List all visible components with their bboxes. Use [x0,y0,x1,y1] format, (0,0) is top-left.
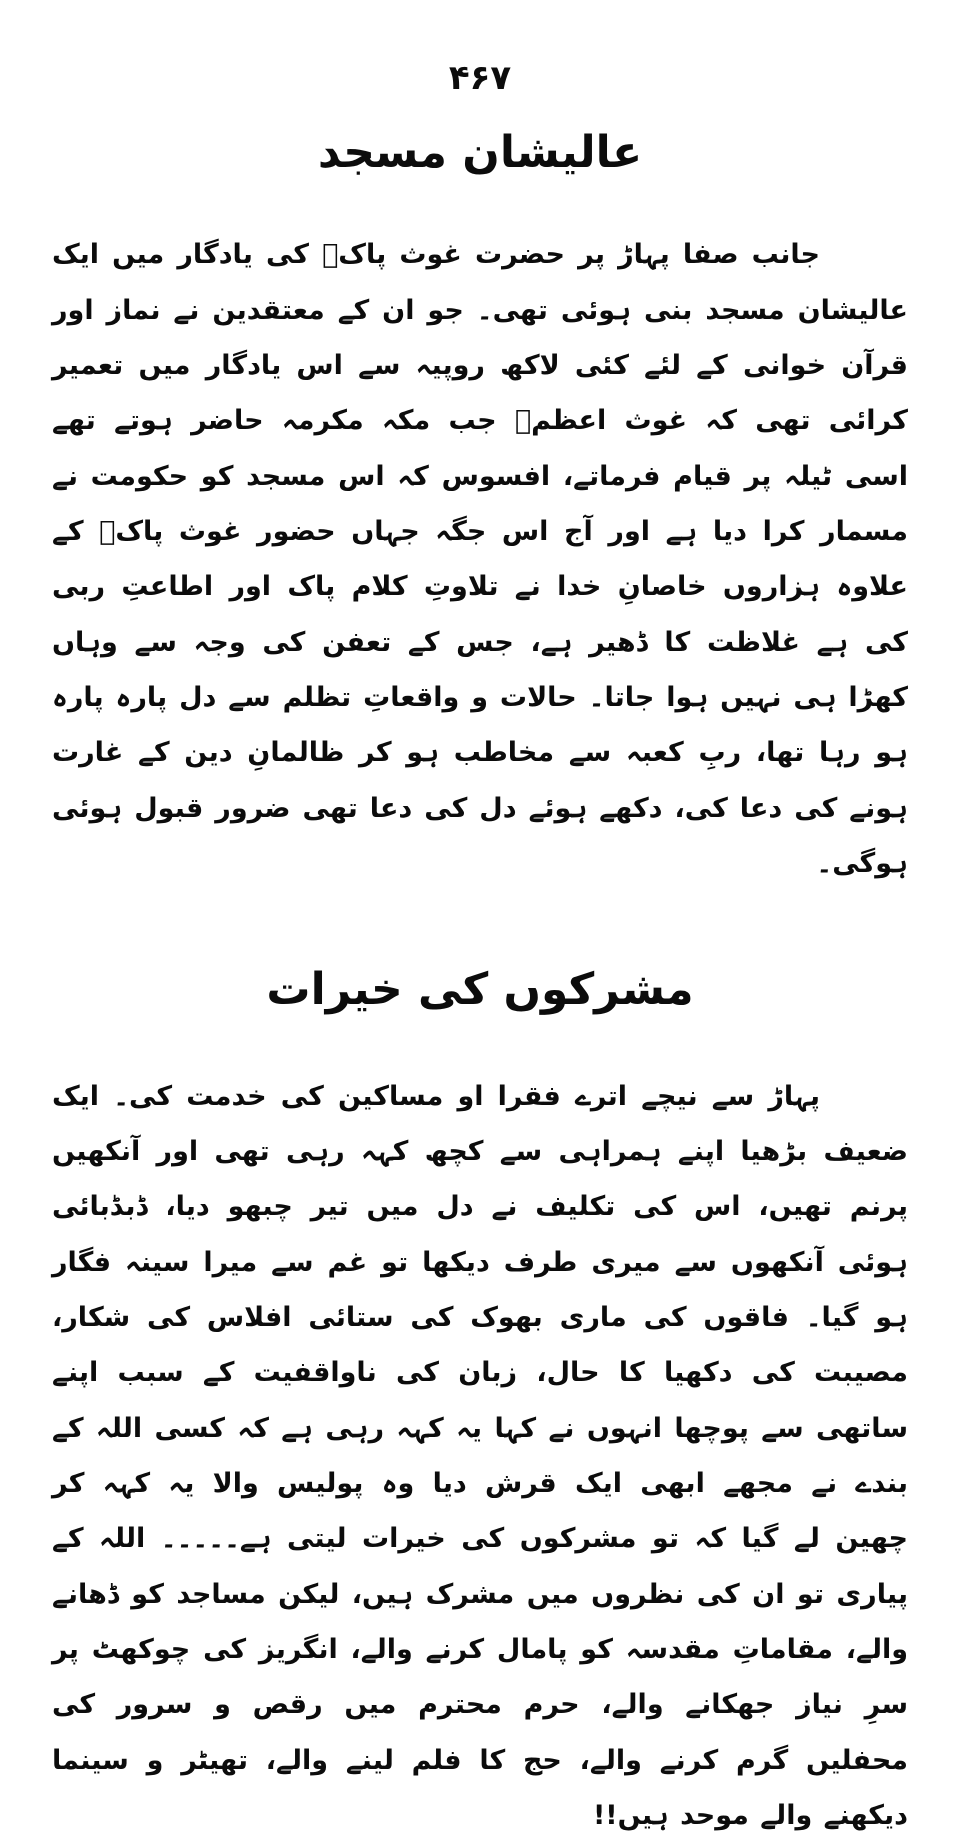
section-heading-mushrikon-ki-khairat: مشرکوں کی خیرات [52,961,908,1018]
paragraph-aalishan-masjid: جانب صفا پہاڑ پر حضرت غوث پاکؓ کی یادگار میں ایک عالیشان مسجد بنی ہوئی تھی۔ جو ان کے معتقدین نے نماز اور قرآن خوانی کے لئے کئی لاکھ روپیہ سے اس یادگار میں تعمیر کرائی تھی کہ غوث اعظمؓ جب مکہ مکرمہ حاضر ہوتے تھے اسی ٹیلہ پر قیام فرماتے، افسوس کہ اس مسجد کو حکومت نے مسمار کرا دیا ہے اور آج اس جگہ جہاں حضور غوث پاکؓ کے علاوہ ہزاروں خاصانِ خدا نے تلاوتِ کلام پاک اور اطاعتِ ربی کی ہے غلاظت کا ڈھیر ہے، جس کے تعفن کی وجہ سے وہاں کھڑا ہی نہیں ہوا جاتا۔ حالات و واقعاتِ تظلم سے دل پارہ پارہ ہو رہا تھا، ربِ کعبہ سے مخاطب ہو کر ظالمانِ دین کے غارت ہونے کی دعا کی، دکھے ہوئے دل کی دعا تھی ضرور قبول ہوئی ہوگی۔ [52,227,908,891]
paragraph-mushrikon-ki-khairat: پہاڑ سے نیچے اترے فقرا او مساکین کی خدمت کی۔ ایک ضعیف بڑھیا اپنے ہمراہی سے کچھ کہہ رہی تھی اور آنکھیں پرنم تھیں، اس کی تکلیف نے دل میں تیر چبھو دیا، ڈبڈبائی ہوئی آنکھوں سے میری طرف دیکھا تو غم سے میرا سینہ فگار ہو گیا۔ فاقوں کی ماری بھوک کی ستائی افلاس کی شکار، مصیبت کی دکھیا کا حال، زبان کی ناواقفیت کے سبب اپنے ساتھی سے پوچھا انہوں نے کہا یہ کہہ رہی ہے کہ کسی اللہ کے بندے نے مجھے ابھی ایک قرش دیا وہ پولیس والا یہ کہہ کر چھین لے گیا کہ تو مشرکوں کی خیرات لیتی ہے۔۔۔۔۔ اللہ کے پیاری تو ان کی نظروں میں مشرک ہیں، لیکن مساجد کو ڈھانے والے، مقاماتِ مقدسہ کو پامال کرنے والے، انگریز کی چوکھٹ پر سرِ نیاز جھکانے والے، حرم محترم میں رقص و سرور کی محفلیں گرم کرنے والے، حج کا فلم لینے والے، تھیٹر و سینما دیکھنے والے موحد ہیں!! [52,1069,908,1843]
section-heading-aalishan-masjid: عالیشان مسجد [52,124,908,181]
page-number: ۴۶۷ [52,58,908,98]
